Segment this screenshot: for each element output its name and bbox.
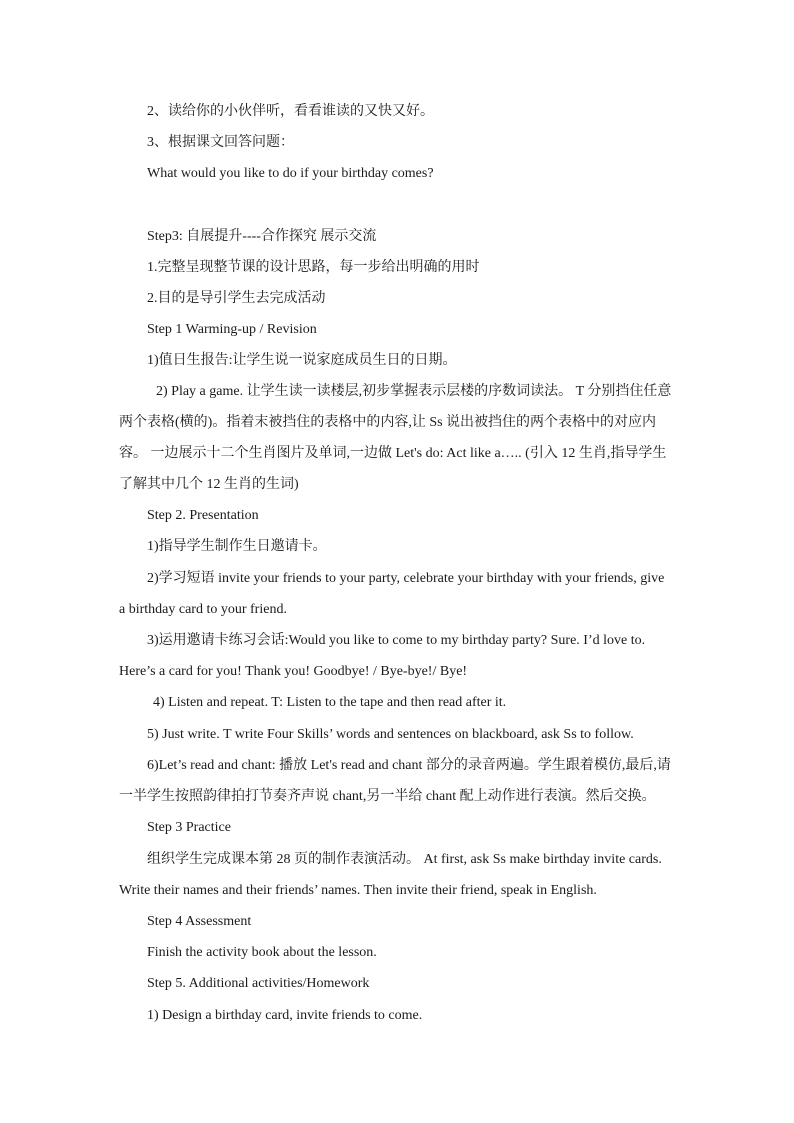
step-heading: Step 5. Additional activities/Homework <box>147 976 370 991</box>
text-line: 1) Design a birthday card, invite friends to come. <box>147 1008 423 1023</box>
text-line: 了解其中几个 12 生肖的生词) <box>119 477 299 492</box>
text-line: 2、读给你的小伙伴听，看看谁读的又快又好。 <box>147 104 434 119</box>
text-line: Write their names and their friends’ names. Then invite their friend, speak in English. <box>119 883 597 898</box>
text-line: 2) Play a game. 让学生读一读楼层,初步掌握表示层楼的序数词读法。 T 分别挡住任意 <box>156 384 672 399</box>
section-heading: Step3: 自展提升----合作探究 展示交流 <box>147 229 377 244</box>
step-heading: Step 3 Practice <box>147 820 231 835</box>
text-line: a birthday card to your friend. <box>119 602 287 617</box>
text-line: 组织学生完成课本第 28 页的制作表演活动。 At first, ask Ss make birthday invite cards. <box>147 852 662 867</box>
text-line: 1)值日生报告:让学生说一说家庭成员生日的日期。 <box>147 353 457 368</box>
text-line: 1)指导学生制作生日邀请卡。 <box>147 539 327 554</box>
text-line: 1.完整呈现整节课的设计思路，每一步给出明确的用时 <box>147 260 480 275</box>
text-line: 5) Just write. T write Four Skills’ words and sentences on blackboard, ask Ss to follow. <box>147 727 634 742</box>
text-line: Here’s a card for you! Thank you! Goodbye! / Bye-bye!/ Bye! <box>119 664 468 679</box>
text-line: 3)运用邀请卡练习会话:Would you like to come to my birthday party? Sure. I’d love to. <box>147 633 646 648</box>
text-line: 2)学习短语 invite your friends to your party, celebrate your birthday with your friends, give <box>147 571 665 586</box>
text-line: 6)Let’s read and chant: 播放 Let's read and chant 部分的录音两遍。学生跟着模仿,最后,请 <box>147 758 671 773</box>
text-line: 2.目的是导引学生去完成活动 <box>147 291 326 306</box>
text-line: What would you like to do if your birthday comes? <box>147 166 434 181</box>
text-line: 4) Listen and repeat. T: Listen to the tape and then read after it. <box>153 695 507 710</box>
step-heading: Step 1 Warming-up / Revision <box>147 322 317 337</box>
text-line: 3、根据课文回答问题： <box>147 135 294 150</box>
text-line: 容。 一边展示十二个生肖图片及单词,一边做 Let's do: Act like a….. (引入 12 生肖,指导学生 <box>119 446 667 461</box>
text-line: 一半学生按照韵律拍打节奏齐声说 chant,另一半给 chant 配上动作进行表演。然后交换。 <box>119 789 656 804</box>
text-line: 两个表格(横的)。指着末被挡住的表格中的内容,让 Ss 说出被挡住的两个表格中的对应内 <box>119 415 657 430</box>
text-line: Finish the activity book about the lesson. <box>147 945 377 960</box>
step-heading: Step 2. Presentation <box>147 508 259 523</box>
step-heading: Step 4 Assessment <box>147 914 252 929</box>
